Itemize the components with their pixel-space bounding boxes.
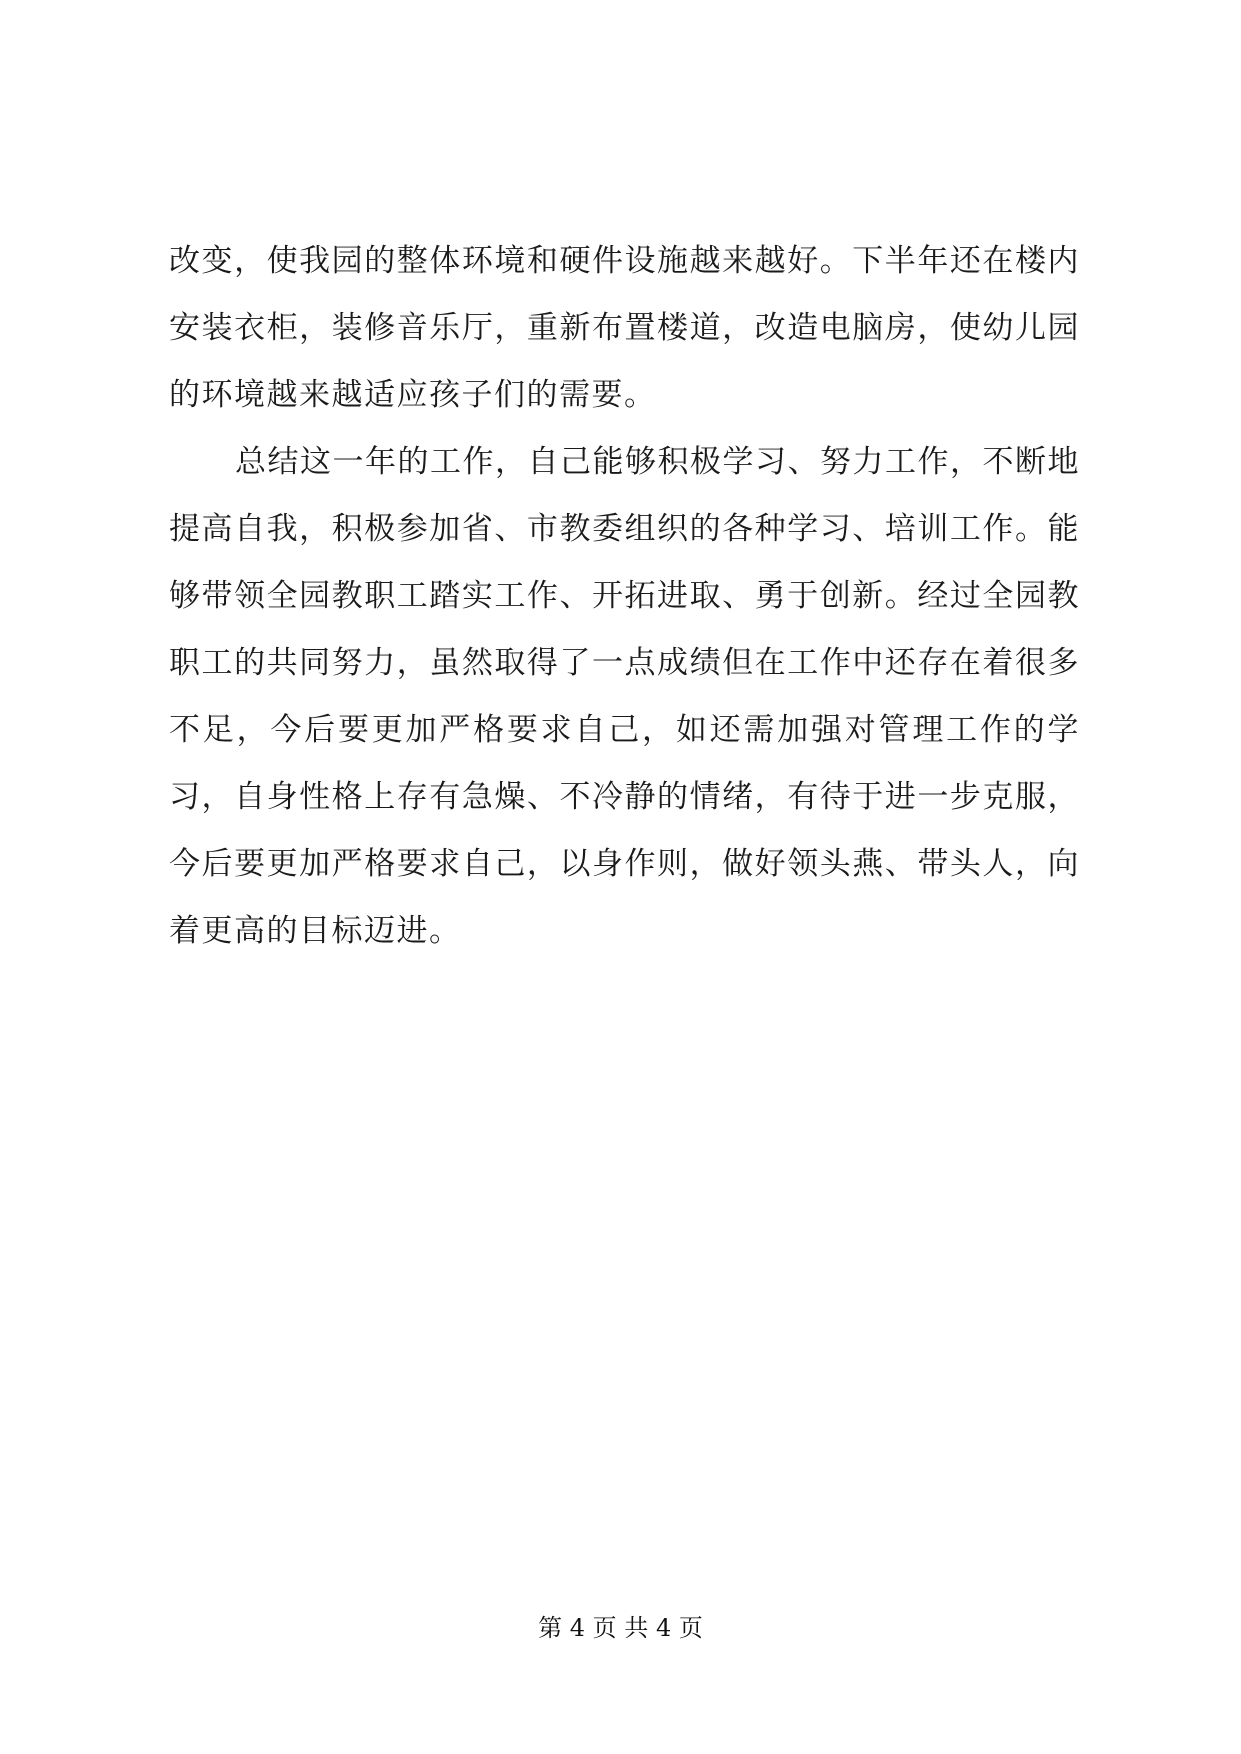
paragraph-continuation: 改变，使我园的整体环境和硬件设施越来越好。下半年还在楼内安装衣柜，装修音乐厅，重新布置楼道，改造电脑房，使幼儿园的环境越来越适应孩子们的需要。 <box>169 243 1080 413</box>
page-number-footer: 第 4 页 共 4 页 <box>538 1614 703 1642</box>
document-body <box>169 228 1080 965</box>
paragraph-summary: 总结这一年的工作，自己能够积极学习、努力工作，不断地提高自我，积极参加省、市教委组织的各种学习、培训工作。能够带领全园教职工踏实工作、开拓进取、勇于创新。经过全园教职工的共同努力，虽然取得了一点成绩但在工作中还存在着很多不足，今后要更加严格要求自己，如还需加强对管理工作的学习，自身性格上存有急燥、不冷静的情绪，有待于进一步克服，今后要更加严格要求自己，以身作则，做好领头燕、带头人，向着更高的目标迈进。 <box>169 444 1080 949</box>
